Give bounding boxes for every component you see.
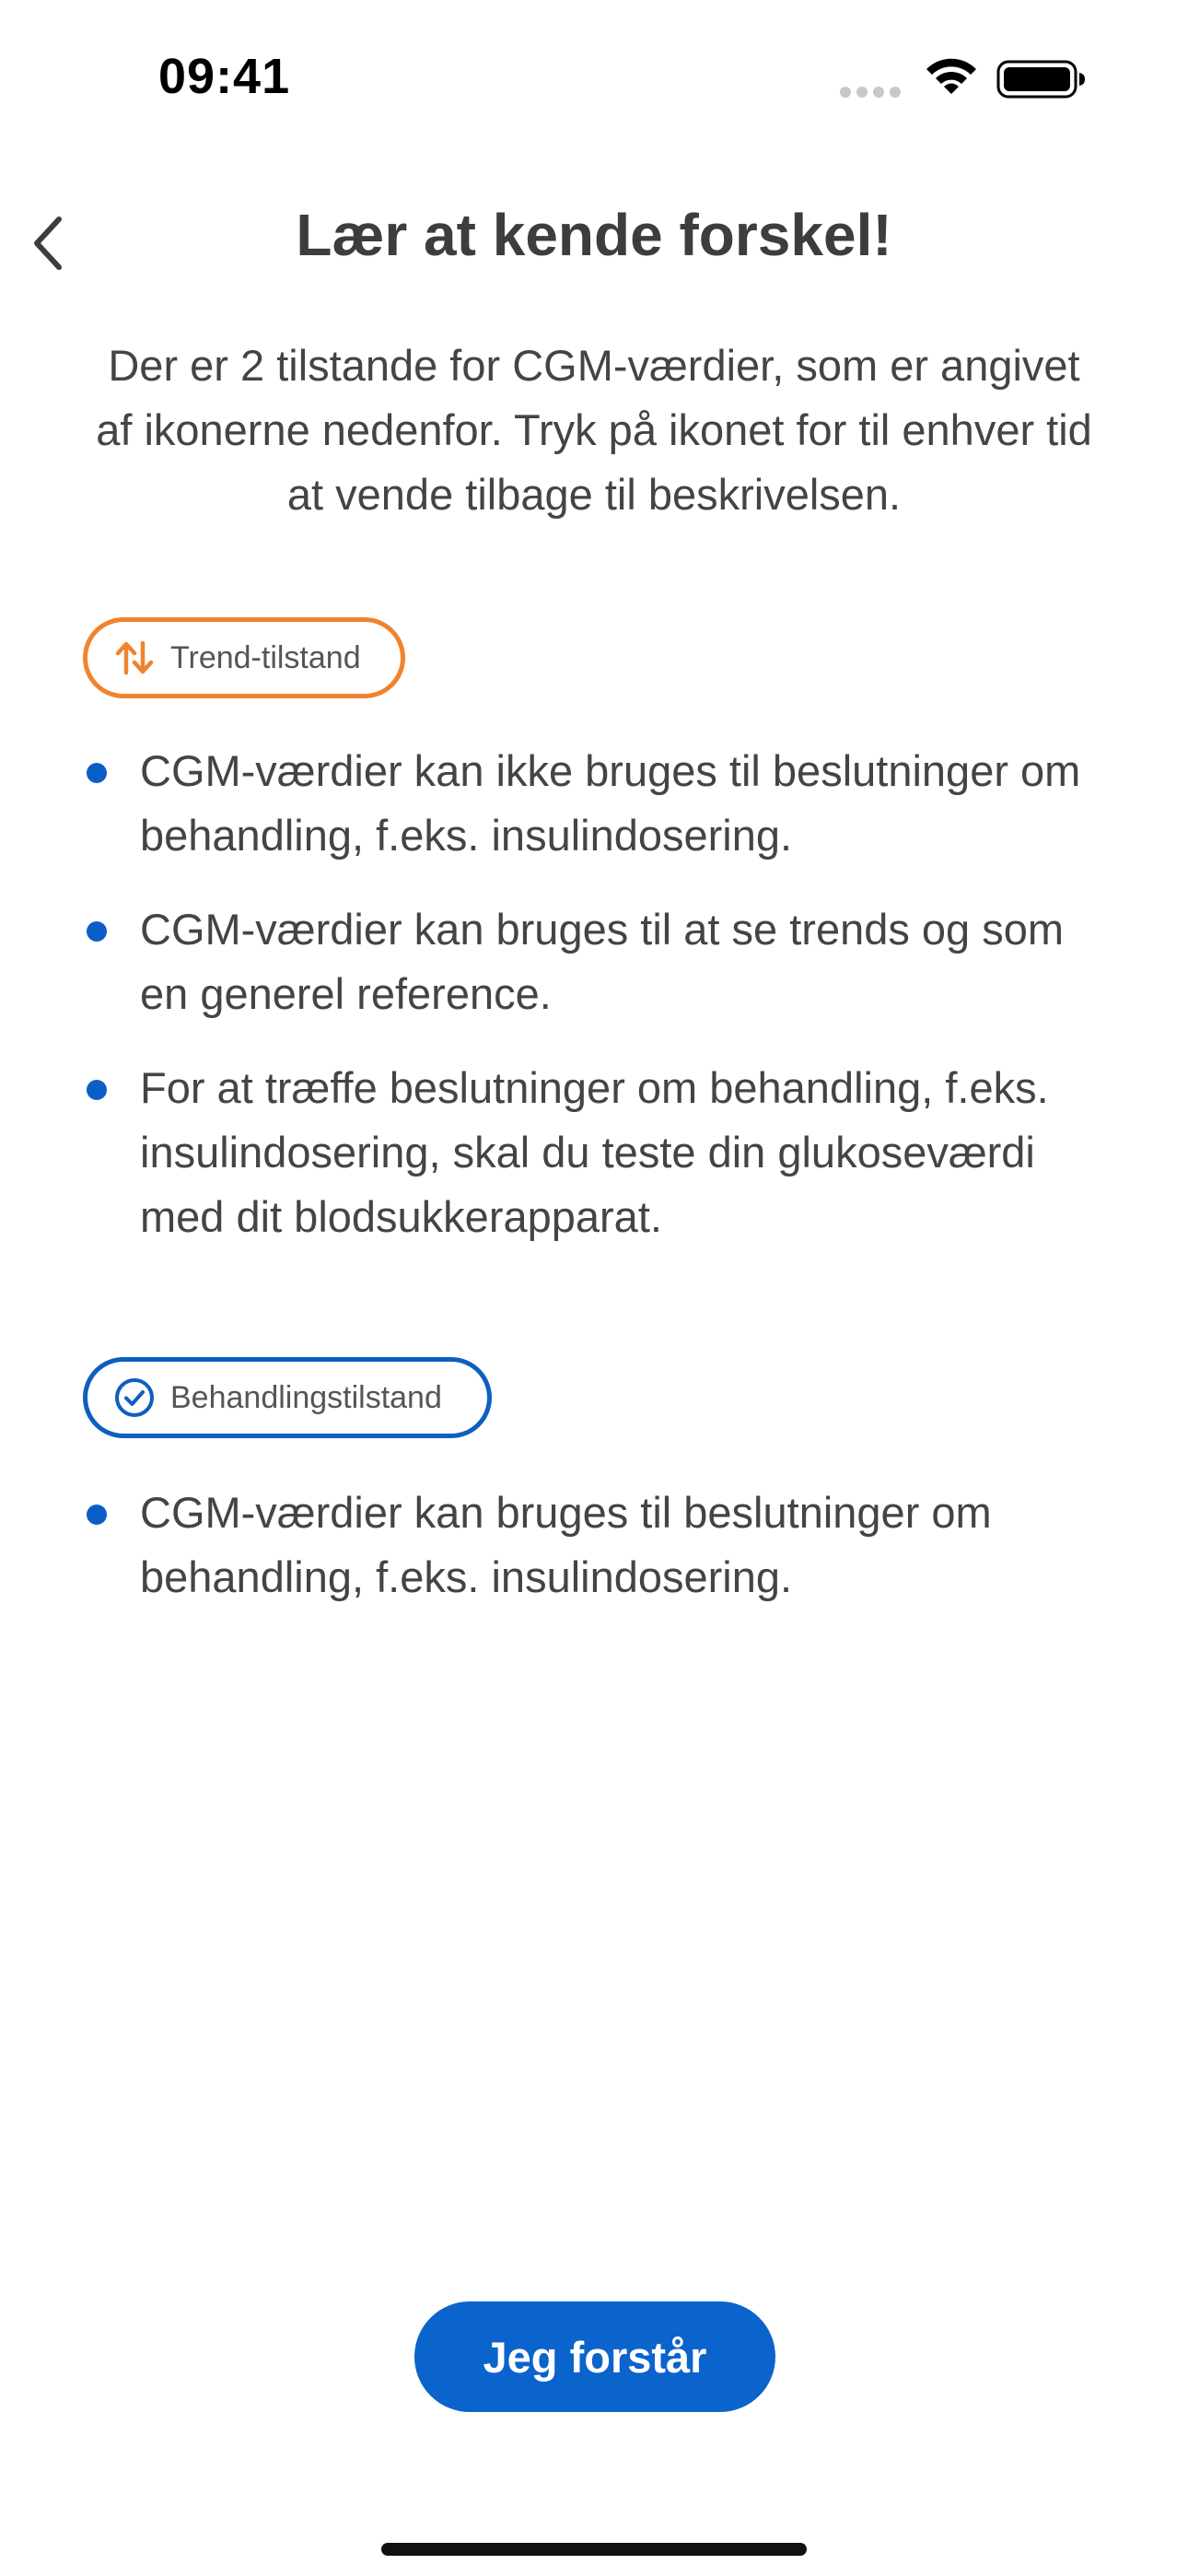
wifi-icon [923, 57, 980, 100]
status-bar [0, 0, 1188, 157]
trend-state-list [83, 739, 1114, 1279]
check-circle-icon [113, 1376, 156, 1419]
confirm-button[interactable]: Jeg forstår [414, 2301, 775, 2412]
treatment-state-label: Behandlingstilstand [170, 1379, 442, 1415]
up-down-arrows-icon [113, 637, 156, 679]
page-title: Lær at kende forskel! [296, 202, 892, 268]
home-indicator [381, 2543, 807, 2556]
intro-text: Der er 2 tilstande for CGM-værdier, som er angivet af ikonerne nedenfor. Tryk på ikonet for til enhver tid at vende tilbage til beskrivelsen. [96, 341, 1092, 519]
list-item: For at træffe beslutninger om behandling, f.eks. insulindosering, skal du teste din glukoseværdi med dit blodsukkerapparat. [83, 1056, 1114, 1249]
treatment-state-badge[interactable] [83, 1357, 492, 1438]
cellular-signal-icon [840, 87, 901, 98]
list-item: CGM-værdier kan ikke bruges til beslutninger om behandling, f.eks. insulindosering. [83, 739, 1114, 868]
trend-state-badge[interactable] [83, 617, 405, 698]
trend-state-label: Trend-tilstand [170, 639, 361, 675]
treatment-state-list [83, 1481, 1114, 1639]
status-time: 09:41 [158, 49, 291, 104]
battery-icon [996, 59, 1087, 100]
list-item: CGM-værdier kan bruges til at se trends og som en generel reference. [83, 897, 1114, 1026]
list-item: CGM-værdier kan bruges til beslutninger om behandling, f.eks. insulindosering. [83, 1481, 1114, 1610]
